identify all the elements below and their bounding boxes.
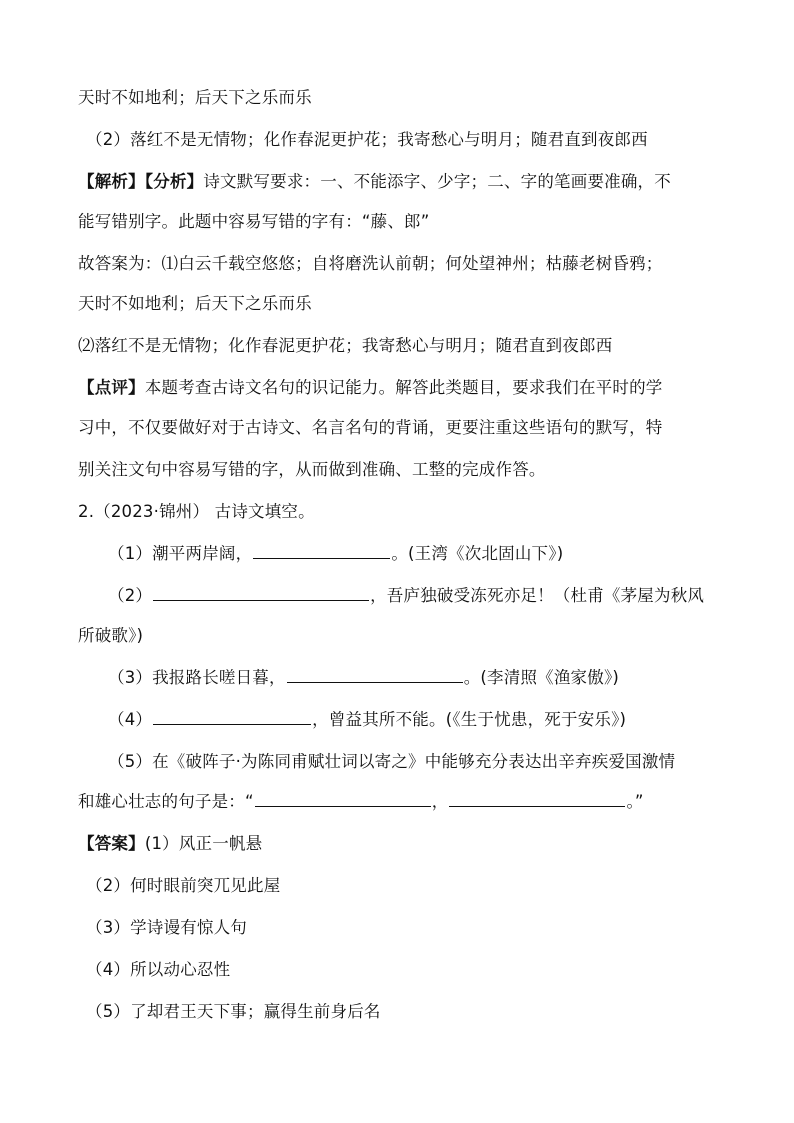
answer-text: （4）所以动心忍性 [86, 960, 231, 979]
answer-blank[interactable] [255, 788, 431, 807]
question-item-1 [108, 540, 754, 568]
text-line [78, 84, 754, 112]
answer-line [86, 914, 754, 942]
analysis-line [78, 168, 754, 196]
comment-text: 别关注文句中容易写错的字，从而做到准确、工整的完成作答。 [78, 460, 546, 479]
answer-line [86, 872, 754, 900]
answer-text: 故答案为：⑴白云千载空悠悠；自将磨洗认前朝；何处望神州；枯藤老树昏鸦； [78, 254, 663, 273]
question-text: （4） [108, 710, 153, 729]
line-text: （2）落红不是无情物；化作春泥更护花；我寄愁心与明月；随君直到夜郎西 [86, 130, 648, 149]
question-item-5 [108, 748, 754, 776]
answer-line [86, 956, 754, 984]
text-line [78, 250, 754, 278]
answer-text: （5）了却君王天下事；赢得生前身后名 [86, 1002, 381, 1021]
question-text: （5）在《破阵子·为陈同甫赋壮词以寄之》中能够充分表达出辛弃疾爱国激情 [108, 752, 676, 771]
text-line [78, 332, 754, 360]
answer-text: 天时不如地利；后天下之乐而乐 [78, 294, 312, 313]
question-item-3 [108, 664, 754, 692]
comment-text: 习中，不仅要做好对于古诗文、名言名句的背诵，更要注重这些语句的默写，特 [78, 418, 663, 437]
question-header [78, 498, 754, 526]
answer-line [78, 830, 754, 858]
question-text: 。(王湾《次北固山下》) [391, 544, 564, 563]
question-text: （3）我报路长嗟日暮， [108, 668, 286, 687]
text-line [78, 456, 754, 484]
answer-text: ⑵落红不是无情物；化作春泥更护花；我寄愁心与明月；随君直到夜郎西 [78, 336, 613, 355]
question-text: 所破歌》) [78, 626, 144, 645]
question-text: （2） [108, 586, 153, 605]
text-line [86, 126, 754, 154]
answer-text: (1）风正一帆悬 [144, 834, 263, 853]
question-text: 。(李清照《渔家傲》) [463, 668, 620, 687]
question-text: 和雄心壮志的句子是：“ [78, 792, 254, 811]
comment-tag: 【点评】 [78, 378, 145, 397]
question-item-2 [108, 582, 754, 610]
analysis-text: 能写错别字。此题中容易写错的字有：“藤、郎” [78, 212, 430, 231]
answer-blank[interactable] [449, 788, 625, 807]
answer-blank[interactable] [153, 582, 369, 601]
question-item-5-cont [78, 788, 754, 816]
answer-text: （3）学诗谩有惊人句 [86, 918, 247, 937]
comment-line [78, 374, 754, 402]
analysis-text: 诗文默写要求：一、不能添字、少字；二、字的笔画要准确，不 [203, 172, 671, 191]
answer-text: （2）何时眼前突兀见此屋 [86, 876, 281, 895]
question-text: ，吾庐独破受冻死亦足！（杜甫《茅屋为秋风 [370, 586, 705, 605]
answer-line [86, 998, 754, 1026]
question-text: （1）潮平两岸阔， [108, 544, 253, 563]
question-title: 2.（2023·锦州） 古诗文填空。 [78, 502, 315, 521]
question-item-4 [108, 706, 754, 734]
question-text: ， [431, 792, 449, 811]
text-line [78, 290, 754, 318]
answer-blank[interactable] [253, 540, 390, 559]
line-text: 天时不如地利；后天下之乐而乐 [78, 88, 312, 107]
comment-text: 本题考查古诗文名句的识记能力。解答此类题目，要求我们在平时的学 [144, 378, 663, 397]
question-text: 。” [626, 792, 644, 811]
answer-blank[interactable] [153, 706, 311, 725]
answer-blank[interactable] [287, 664, 463, 683]
text-line [78, 208, 754, 236]
question-text: ，曾益其所不能。(《生于忧患，死于安乐》) [312, 710, 627, 729]
text-line [78, 414, 754, 442]
question-item-2-cont [78, 622, 754, 650]
answer-tag: 【答案】 [78, 834, 145, 853]
analysis-tag: 【解析】【分析】 [78, 172, 204, 191]
